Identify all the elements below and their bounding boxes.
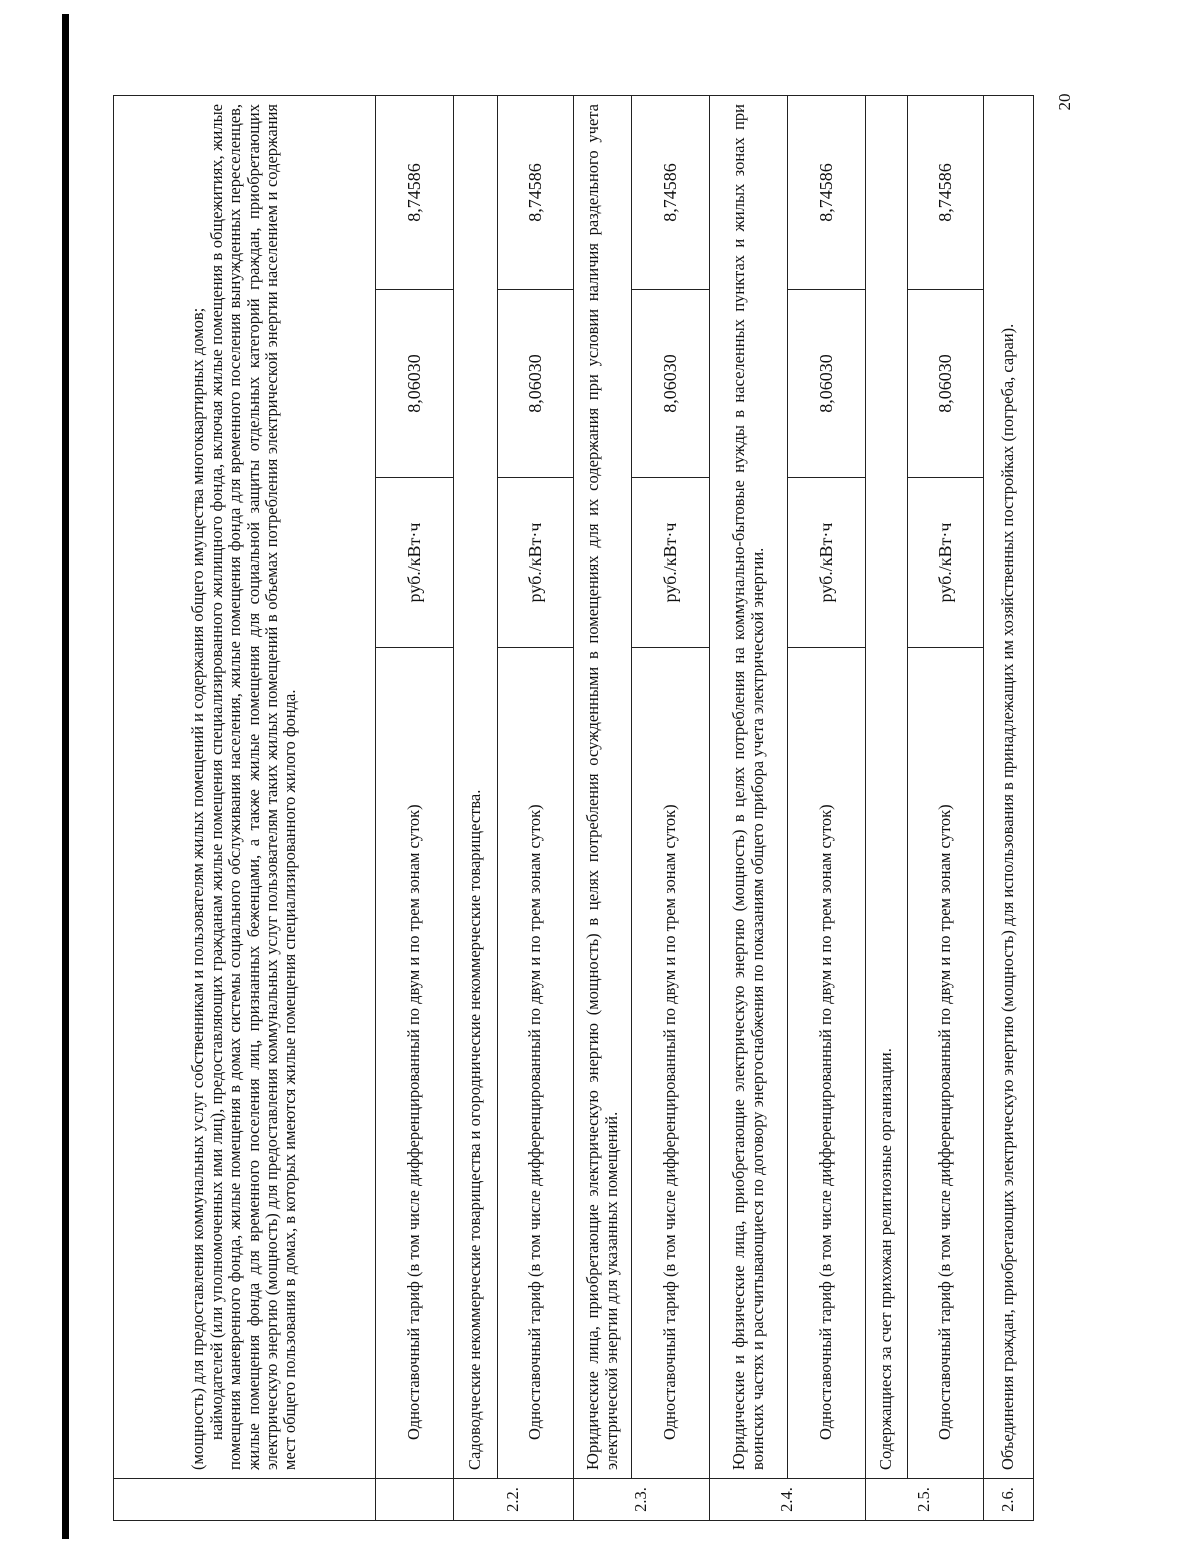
tariff-value-second-half: 8,74586 <box>498 95 574 289</box>
table-row <box>710 95 788 1520</box>
page-number-text: 20 <box>1055 93 1074 111</box>
tariff-value-first-half: 8,06030 <box>788 290 866 478</box>
intro-paragraph-2: наймодателей (или уполномоченных ими лиц), предоставляющих гражданам жилые помещения специализированного жилищного фонда, включая жилые помещения в общежитиях, жилые помещения маневренного фонда, жилые помещения в домах системы социального обслуживания населения, жилые помещения фонда для временного поселения вынужденных переселенцев, жилые помещения фонда для временного поселения лиц, признанных беженцами, а также жилые помещения для социальной защиты отдельных категорий граждан, приобретающих электрическую энергию (мощность) для предоставления коммунальных услуг пользователям таких жилых помещений в объемах потребления электрической энергии населением и содержания мест общего пользования в домах, в которых имеются жилые помещения специализированного жилого фонда. <box>206 103 300 1470</box>
row-number-cell: 2.5. <box>866 1479 984 1521</box>
tariff-name: Одноставочный тариф (в том числе дифференцированный по двум и по трем зонам суток) <box>376 648 454 1479</box>
intro-paragraph-1: (мощность) для предоставления коммунальных услуг собственникам и пользователям жилых помещений и содержания общего имущества многоквартирных домов; <box>188 307 208 1470</box>
table-row <box>574 95 632 1520</box>
row-number-cell <box>376 1479 454 1521</box>
table-row <box>498 95 574 1520</box>
table-row <box>454 95 498 1520</box>
tariff-value-first-half: 8,06030 <box>498 290 574 478</box>
tariff-table-rotated <box>113 96 1033 1521</box>
intro-cell <box>114 95 376 1478</box>
section-title: Объединения граждан, приобретающих электрическую энергию (мощность) для использования в принадлежащих им хозяйственных постройках (погреба, сараи). <box>984 95 1034 1478</box>
section-title: Содержащиеся за счет прихожан религиозные организации. <box>866 95 908 1478</box>
tariff-unit: руб./кВт·ч <box>498 478 574 648</box>
row-number-cell <box>114 1479 376 1521</box>
tariff-value-first-half: 8,06030 <box>376 290 454 478</box>
table-row <box>788 95 866 1520</box>
tariff-value-second-half: 8,74586 <box>632 95 710 289</box>
table-row <box>376 95 454 1520</box>
table-row <box>866 95 908 1520</box>
tariff-unit: руб./кВт·ч <box>908 478 984 648</box>
table-row <box>908 95 984 1520</box>
scan-edge-bar <box>62 14 69 1539</box>
table-row-intro <box>114 95 376 1520</box>
row-number-cell: 2.3. <box>574 1479 710 1521</box>
tariff-unit: руб./кВт·ч <box>632 478 710 648</box>
section-title: Юридические лица, приобретающие электрическую энергию (мощность) в целях потребления осужденными в помещениях для их содержания при условии наличия раздельного учета электрической энергии для указанных помещений. <box>574 95 632 1478</box>
tariff-value-first-half: 8,06030 <box>632 290 710 478</box>
tariff-name: Одноставочный тариф (в том числе дифференцированный по двум и по трем зонам суток) <box>908 648 984 1479</box>
table-row <box>984 95 1034 1520</box>
table-row <box>632 95 710 1520</box>
tariff-table <box>113 95 1034 1521</box>
page-number <box>1053 82 1077 122</box>
tariff-value-second-half: 8,74586 <box>788 95 866 289</box>
tariff-value-first-half: 8,06030 <box>908 290 984 478</box>
tariff-name: Одноставочный тариф (в том числе дифференцированный по двум и по трем зонам суток) <box>788 648 866 1479</box>
row-number-cell: 2.6. <box>984 1479 1034 1521</box>
section-title: Садоводческие некоммерческие товарищества и огороднические некоммерческие товарищества. <box>454 95 498 1478</box>
row-number-cell: 2.4. <box>710 1479 866 1521</box>
tariff-name: Одноставочный тариф (в том числе дифференцированный по двум и по трем зонам суток) <box>498 648 574 1479</box>
tariff-value-second-half: 8,74586 <box>376 95 454 289</box>
tariff-name: Одноставочный тариф (в том числе дифференцированный по двум и по трем зонам суток) <box>632 648 710 1479</box>
row-number-cell: 2.2. <box>454 1479 574 1521</box>
section-title: Юридические и физические лица, приобретающие электрическую энергию (мощность) в целях потребления на коммунально-бытовые нужды в населенных пунктах и жилых зонах при воинских частях и рассчитывающиеся по договору энергоснабжения по показаниям общего прибора учета электрической энергии. <box>710 95 788 1478</box>
tariff-value-second-half: 8,74586 <box>908 95 984 289</box>
tariff-unit: руб./кВт·ч <box>376 478 454 648</box>
tariff-unit: руб./кВт·ч <box>788 478 866 648</box>
